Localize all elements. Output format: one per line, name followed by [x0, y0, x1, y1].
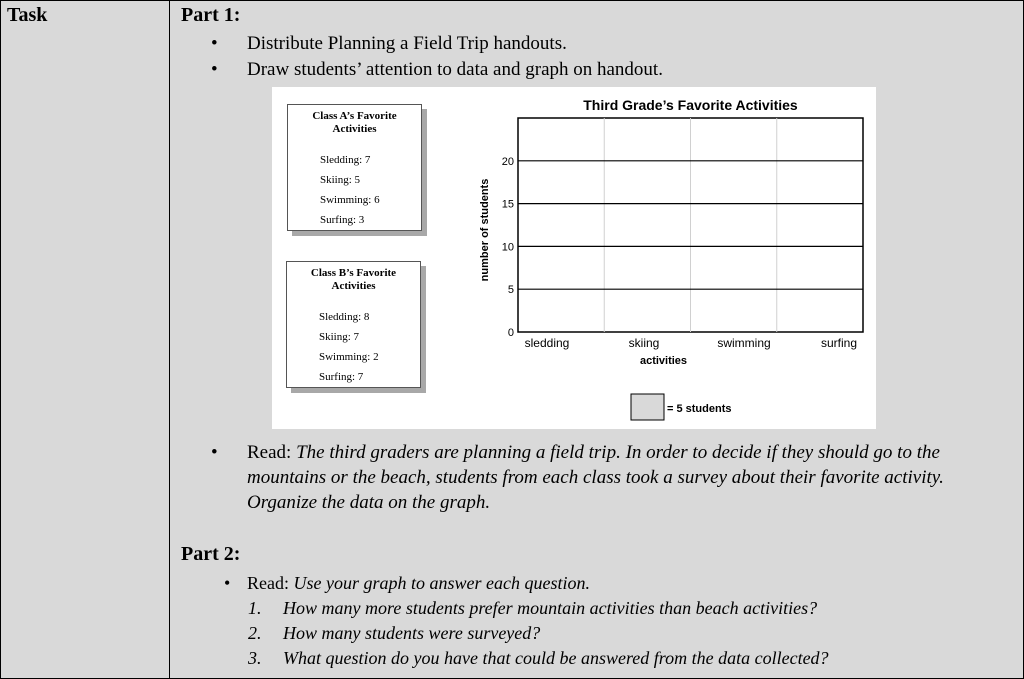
- part2-heading: Part 2:: [181, 543, 241, 565]
- class-a-item: Sledding: 7: [320, 154, 371, 166]
- class-b-item: Skiing: 7: [319, 331, 360, 343]
- activities-chart: [272, 87, 876, 429]
- bullet-glyph: •: [224, 573, 231, 593]
- class-b-title-line2: Activities: [331, 280, 376, 292]
- legend-key-label: = 5 students: [667, 403, 732, 415]
- part1-heading: Part 1:: [181, 4, 241, 26]
- class-a-item: Swimming: 6: [320, 194, 380, 206]
- column-divider: [169, 0, 170, 679]
- y-tick-label: 20: [501, 155, 514, 168]
- task-label: Task: [7, 4, 48, 26]
- y-tick-label: 10: [501, 241, 514, 254]
- class-b-title-line1: Class B’s Favorite: [310, 267, 397, 279]
- read-prefix: Read:: [247, 442, 297, 463]
- class-a-item: Skiing: 5: [320, 174, 361, 186]
- class-a-item: Surfing: 3: [320, 214, 365, 226]
- class-b-item: Sledding: 8: [319, 311, 370, 323]
- x-tick-label: swimming: [717, 336, 771, 350]
- bullet-glyph: •: [211, 33, 218, 54]
- class-a-title-line2: Activities: [332, 123, 377, 135]
- handout-figure: [272, 87, 876, 429]
- x-axis-label: activities: [639, 355, 688, 367]
- class-b-item: Swimming: 2: [319, 351, 379, 363]
- x-tick-label: sledding: [524, 336, 570, 350]
- class-b-item: Surfing: 7: [319, 371, 364, 383]
- legend-key-swatch: [631, 394, 664, 420]
- y-tick-label: 15: [501, 198, 514, 211]
- x-tick-label: surfing: [820, 336, 858, 350]
- read-text: The third graders are planning a field trip. In order to decide if they should go to the mountains or the beach, students from each class took a survey about their favorite activity. Organize the data on the graph.: [247, 442, 944, 513]
- y-axis-label: number of students: [479, 178, 491, 282]
- task-content: Part 1: • Distribute Planning a Field Trip handouts. • Draw students’ attention to data and graph on handout. • Read: The third graders are planning a field trip. In order to decide if they should go to the mountains or the beach, students from each class took a survey about their favorite activity. Organize the data on the graph. Part 2: • Read: Use your graph to answer each question. 1. How many more students prefer mountain activities than beach activities? 2. How many students were surveyed? 3. What question do you have that could be answered from the data collected?: [181, 4, 944, 668]
- bullet-glyph: •: [211, 442, 218, 463]
- chart-title: Third Grade’s Favorite Activities: [583, 97, 798, 113]
- y-tick-label: 0: [507, 327, 514, 339]
- read-text: Use your graph to answer each question.: [293, 573, 590, 593]
- bullet-glyph: •: [211, 59, 218, 80]
- read-prefix: Read:: [247, 573, 294, 593]
- class-a-title-line1: Class A’s Favorite: [312, 110, 397, 122]
- y-tick-label: 5: [507, 284, 514, 297]
- x-tick-label: skiing: [628, 336, 660, 350]
